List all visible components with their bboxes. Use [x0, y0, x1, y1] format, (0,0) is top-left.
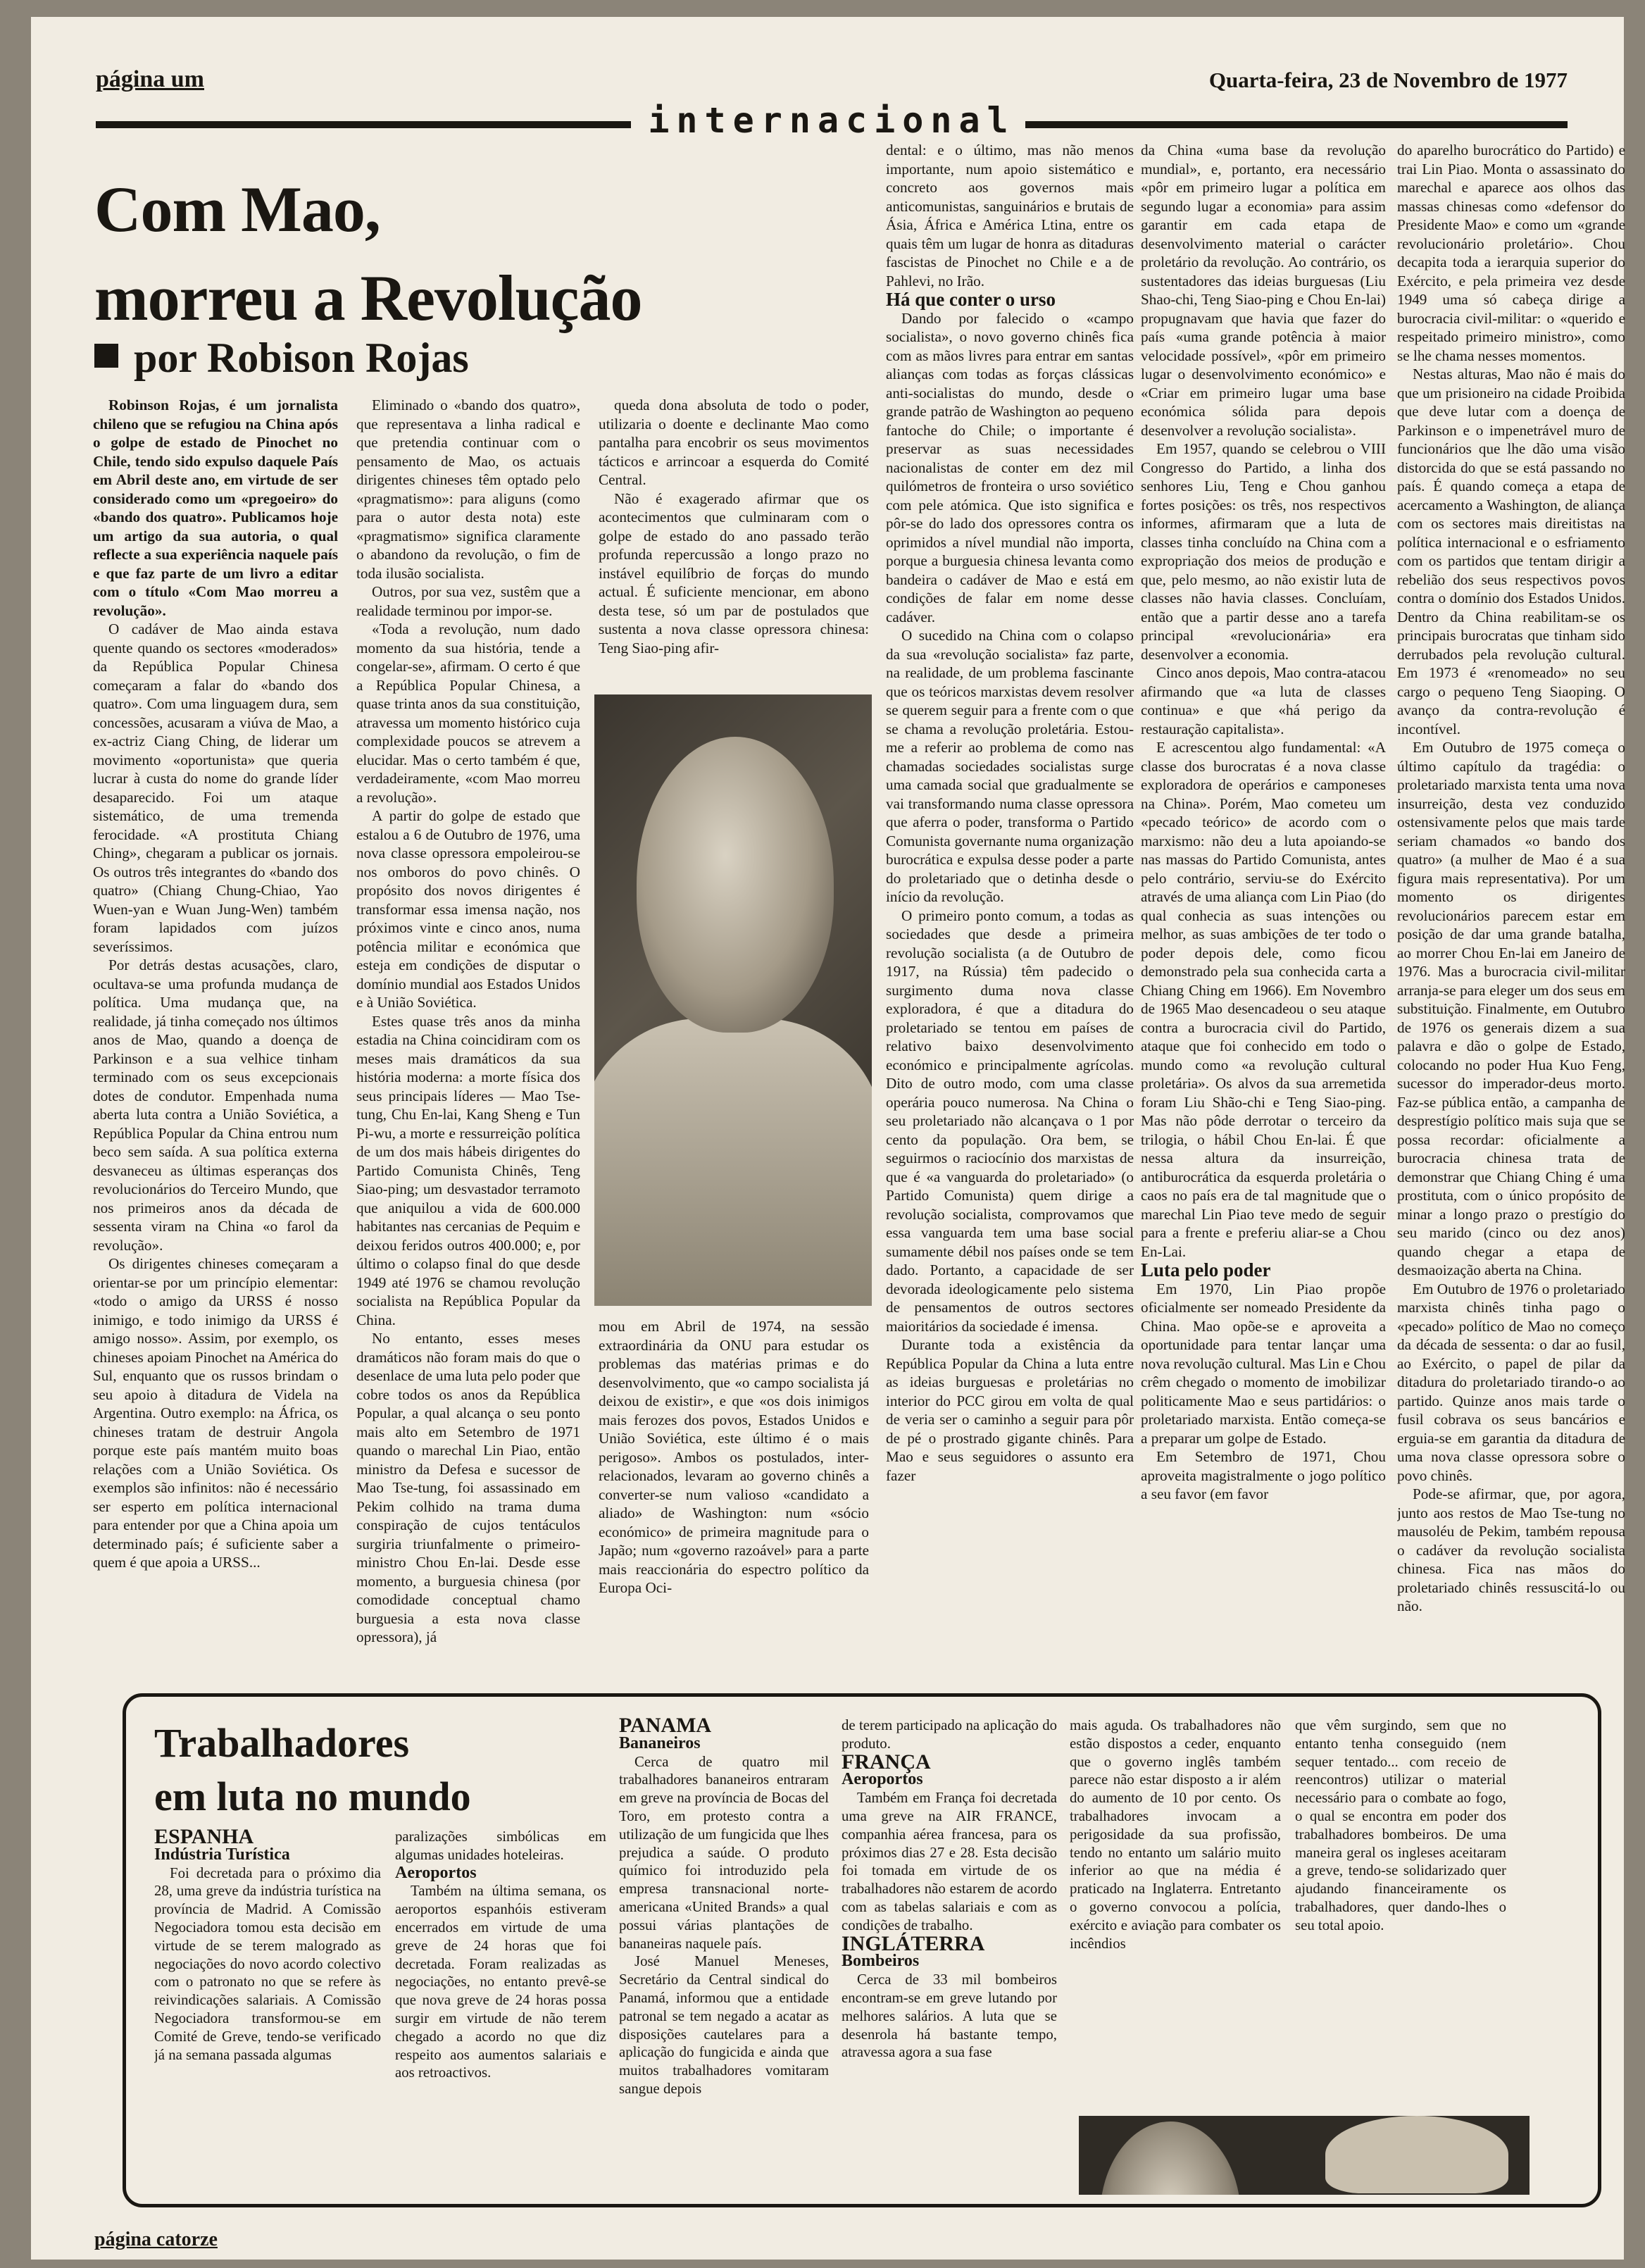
box-title — [154, 1716, 471, 1824]
box-title-line-2: em luta no mundo — [154, 1774, 471, 1819]
article-paragraph: Em Outubro de 1976 o proletariado marxista chinês tinha pago o «pecado» político de Mao no começo da década de sessenta: o dar ao fusil, ao Exército, o papel de pilar da ditadura do proletariado tirando-o ao partido. Quinze anos mais tarde o fusil cobrava os seus bancários e erguia-se em garantia da ditadura de uma nova classe opressora sobre o povo chinês. — [1397, 1280, 1625, 1484]
sector-heading: Aeroportos — [395, 1863, 477, 1882]
box-column-spain — [154, 1828, 381, 2194]
page-label: página um — [96, 66, 204, 92]
article-paragraph: mou em Abril de 1974, na sessão extraordinária da ONU para estudar os problemas das matérias primas e do desenvolvimento, que «o campo socialista já deixou de existir», e que «os dois inimigos mais ferozes dos povos, Estados Unidos e União Soviética, este último é o mais perigoso». Ambos os postulados, inter-relacionados, levaram ao governo chinês a converter-se num valioso «candidato a aliado» de Washington: num «sócio económico» de primeira magnitude para o Japão; num «governo razoável» para a parte mais reaccionária do espectro político da Europa Oci- — [599, 1318, 869, 1596]
article-paragraph: E acrescentou algo fundamental: «A classe dos burocratas é a nova classe exploradora de operários e camponeses na China». Porém, Mao cometeu um «pecado teórico» de acordo com o marxismo: não deu a luta apoiando-se nas massas do Partido Comunista, antes pelo contrário, serviu-se do Exército através de uma aliança com Lin Piao (do qual conhecia as suas intenções ou melhor, as suas ambições de ter todo o poder depois dele, como ficou demonstrado pela sua conhecida carta a Chiang Ching em 1966). Em Novembro de 1965 Mao desencadeou o seu ataque contra a burocracia civil do Partido, ataque que foi conhecido em todo o mundo como «a revolução cultural proletária». Os alvos da sua arremetida foram Liu Shão-chi e Teng Siao-ping. Mas não pôde derrotar o terceiro da trilogia, o hábil Chou En-lai. É que nessa altura da insurreição, antiburocrática da esquerda proletária o caos no país era de tal magnitude que o marechal Lin Piao teve medo de seguir para a frente e preferiu aliar-se a Chou En-Lai. — [1141, 739, 1386, 1260]
article-paragraph: O cadáver de Mao ainda estava quente quando os sectores «moderados» da República Popular Chinesa começaram a falar do «bando dos quatro». Com uma linguagem dura, sem concessões, acusaram a viúva de Mao, a ex-actriz Ciang Ching, de liderar um movimento «oportunista» que queria lucrar à custa do nome do grande líder desaparecido. Foi um ataque sistemático, de uma tremenda ferocidade. «A prostituta Chiang Ching», chegaram a publicar os jornais. Os outros três integrantes do «bando dos quatro» (Chiang Chung-Chiao, Yao Wuen-yan e Wuan Jung-Wen) também foram lapidados com juízos severíssimos. — [93, 621, 338, 955]
article-intro: Robinson Rojas, é um jornalista chileno que se refugiou na China após o golpe de estado de Pinochet no Chile, tendo sido expulso daquele País em Abril deste ano, em virtude de ser considerado como um «pregoeiro» do «bando dos quatro». Publicamos hoje um artigo da sua autoria, o qual reflecte a sua experiência naquele país e que faz parte de um livro a editar com o título «Com Mao morreu a revolução». — [93, 397, 338, 619]
photo-person-left — [1100, 2121, 1241, 2195]
headline-line-2: morreu a Revolução — [94, 262, 642, 334]
box-column-panama — [619, 1716, 829, 2195]
box-paragraph: Cerca de quatro mil trabalhadores bananeiros entraram em greve na província de Bocas del Toro, em protesto contra a utilização de um fungicida que lhes prejudica a saúde. O produto químico foi introduzido pela empresa transnacional norte-americana «United Brands» a qual possui várias plantações de bananeiras naquele país. — [619, 1753, 829, 1952]
box-column-england-end — [1295, 1716, 1506, 2111]
article-paragraph: Durante toda a existência da República Popular da China a luta entre as ideias burguesas e proletárias no interior do PCC girou em volta de qual de veria ser o caminho a seguir para pôr de pé o prostrado gigante chinês. Para Mao e seus seguidores o assunto era fazer — [886, 1336, 1134, 1484]
box-paragraph: mais aguda. Os trabalhadores não estão dispostos a ceder, enquanto que o governo inglês também parece não estar disposto a ir além do aumento de 10 por cento. Os trabalhadores invocam a perigosidade da sua profissão, tendo no entanto um salário muito inferior ao que na média é praticado na Inglaterra. Entretanto o governo convocou a polícia, exército e aviação para combater os incêndios — [1070, 1717, 1281, 1952]
article-paragraph: Outros, por sua vez, sustêm que a realidade terminou por impor-se. — [356, 583, 580, 619]
country-heading: ESPANHA — [154, 1828, 254, 1848]
article-column-1 — [93, 396, 338, 1672]
article-paragraph: A partir do golpe de estado que estalou a 6 de Outubro de 1976, uma nova classe opressora empoleirou-se nos omboros do povo chinês. O propósito dos novos dirigentes é transformar essa imensa nação, nos próximos vinte e cinco anos, numa potência militar e económica que esteja em condições de disputar o domínio mundial aos Estados Unidos e à União Soviética. — [356, 807, 580, 1011]
box-paragraph: Também em França foi decretada uma greve na AIR FRANCE, companhia aérea francesa, para os próximos dias 27 e 28. Esta decisão foi tomada em virtude de os trabalhadores não estarem de acordo com as tabelas salariais e com as condições de trabalho. — [842, 1790, 1057, 1933]
subhead: Luta pelo poder — [1141, 1259, 1271, 1281]
article-column-3-bottom — [599, 1317, 869, 1672]
sector-heading: Bombeiros — [842, 1952, 920, 1971]
article-paragraph: «Toda a revolução, num dado momento da sua história, tende a congelar-se», afirmam. O certo é que a República Popular Chinesa, a quase trinta anos da sua constituição, atravessa um momento histórico cuja complexidade poucos se atrevem a elucidar. Mas o certo também é que, verdadeiramente, «com Mao morreu a revolução». — [356, 621, 580, 806]
article-paragraph: Não é exagerado afirmar que os acontecimentos que culminaram com o golpe de estado do ano passado terão profunda repercussão a longo prazo no instável equilíbrio de forças do mundo actual. É suficiente mencionar, em abono desta tese, só um par de postulados que sustenta a nova classe opressora chinesa: Teng Siao-ping afir- — [599, 490, 869, 656]
article-paragraph: queda dona absoluta de todo o poder, utilizaria o doente e declinante Mao como pantalha para encobrir os seus movimentos tácticos e arrincoar a esquerda do Comité Central. — [599, 397, 869, 488]
article-paragraph: Cinco anos depois, Mao contra-atacou afirmando que «a luta de classes continua» e que «há perigo da restauração capitalista». — [1141, 664, 1386, 737]
article-paragraph: Pode-se afirmar, que, por agora, junto aos restos de Mao Tse-tung no mausoléu de Pekim, também repousa o cadáver da revolução socialista chinesa. Fica nas mãos do proletariado chinês ressuscitá-lo ou não. — [1397, 1485, 1625, 1614]
box-column-france — [842, 1716, 1057, 2195]
article-paragraph: Em 1957, quando se celebrou o VIII Congresso do Partido, a linha dos senhores Liu, Teng e Chou ganhou fortes posições: os três, nos respectivos informes, afirmaram que a luta de classes tinha concluído na China com a expropriação dos meios de produção e que, pelo mesmo, ao não existir luta de classes não havia classes. Concluíam, então que a partir desse ano a tarefa principal «revolucionária» era desenvolver a economia. — [1141, 440, 1386, 663]
article-column-3-top — [599, 396, 869, 678]
article-paragraph: O primeiro ponto comum, a todas as sociedades que desde a primeira revolução socialista (a de Outubro de 1917, na Rússia) têm padecido o surgimento duma nova classe exploradora, é que a ditadura do proletariado se tentou em países de relativo baixo desenvolvimento económico e principalmente agrícolas. Dito de outro modo, com uma classe operária pouco numerosa. Na China o seu proletariado não alcançava o 1 por cento da população. Ora bem, se seguirmos o raciocínio dos marxistas de que é «a vanguarda do proletariado» (o Partido Comunista) quem dirige a revolução socialista, comprovamos que essa vanguarda tem uma base social sumamente débil nos países onde se tem dado. Portanto, a capacidade de ser devorada ideologicamente pelo sistema de pensamentos de outros sectores maioritários da sociedade é imensa. — [886, 906, 1134, 1335]
article-paragraph: O sucedido na China com o colapso da sua «revolução socialista» faz parte, na realidade, de um problema fascinante que os teóricos marxistas devem resolver se querem seguir para a frente com o que se chama a revolução proletária. Estou-me a referir ao problema de como nas chamadas sociedades socialistas surge uma camada social que gradualmente se vai transformando numa classe opressora que aferra o poder, transforma o Partido Comunista governante numa organização burocrática e expulsa desse poder a parte do proletariado que o detinha desde o início da revolução. — [886, 627, 1134, 905]
mao-portrait-photo — [594, 694, 872, 1306]
article-paragraph: Em 1970, Lin Piao propõe oficialmente ser nomeado Presidente da China. Mao opõe-se e aproveita a oportunidade para tentar lançar uma nova revolução cultural. Mas Lin e Chou crêm chegado o momento de imobilizar politicamente Mao e seus partidários: o proletariado marxista. Então começa-se a preparar um golpe de Estado. — [1141, 1280, 1386, 1447]
subhead: Há que conter o urso — [886, 289, 1056, 310]
article-column-5 — [1141, 141, 1386, 1672]
country-heading: PANAMA — [619, 1716, 712, 1737]
article-paragraph: Em Outubro de 1975 começa o último capítulo da tragédia: o proletariado marxista tenta uma nova insurreição, desta vez conduzido ostensivamente pelos que mais tarde seriam chamados «o bando dos quatro» (a mulher de Mao é a sua figura mais representativa). Por um momento os dirigentes revolucionários parecem estar em posição de dar uma grande batalha, ao morrer Chou En-lai em Janeiro de 1976. Mas a burocracia civil-militar arranja-se para eleger um dos seus em substituição. Finalmente, em Outubro de 1976 os generais dizem a sua palavra e dão o golpe de Estado, colocando no poder Hua Kuo Feng, sucessor do imperador-deus morto. Faz-se pública então, a campanha de desprestígio político mais suja que se possa recordar: oficialmente a burocracia chinesa trata de demonstrar que Chiang Ching é uma prostituta, com o único propósito de minar a longo prazo o prestígio do seu marido (cinco ou dez anos) quando chegar a etapa de desmaoização aberta na China. — [1397, 739, 1625, 1278]
article-column-2 — [356, 396, 580, 1672]
firefighters-photo — [1079, 2116, 1530, 2195]
box-paragraph: Foi decretada para o próximo dia 28, uma greve da indústria turística na província de Madrid. A Comissão Negociadora tomou esta decisão em virtude de se terem malogrado as negociações do novo acordo colectivo com o patronato no que se refere às reivindicações salariais. A Comissão Negociadora transformou-se em Comité de Greve, tendo-se verificado já na semana passada algumas — [154, 1864, 381, 2063]
country-heading: FRANÇA — [842, 1750, 931, 1774]
photo-figure-face — [637, 737, 834, 1033]
newspaper-page — [31, 17, 1624, 2260]
box-column-spain-cont — [395, 1828, 606, 2194]
byline — [94, 334, 469, 382]
byline-text: por Robison Rojas — [134, 335, 469, 381]
box-paragraph: paralizações simbólicas em algumas unidades hoteleiras. — [395, 1828, 606, 1863]
article-paragraph: dental: e o último, mas não menos importante, num apoio sistemático e concreto aos governos mais anticomunistas, sanguinários e brutais de Ásia, África e América Ltina, entre os quais têm um lugar de honra as ditaduras fascistas de Pinochet no Chile e a de Pahlevi, no Irão. — [886, 142, 1134, 289]
photo-figure-body — [594, 1018, 872, 1306]
box-paragraph: José Manuel Meneses, Secretário da Central sindical do Panamá, informou que a entidade patronal se tem negado a acatar as disposições cautelares para a aplicação do fungicida e ainda que muitos trabalhadores vomitaram sangue depois — [619, 1953, 829, 2097]
article-paragraph: Por detrás destas acusações, claro, ocultava-se uma profunda mudança de política. Uma mudança que, na realidade, já tinha começado nos últimos anos de Mao, quando a doença de Parkinson e a sua velhice tinham terminado com os seus excepcionais dotes de condutor. Empenhada numa aberta luta contra a União Soviética, a República Popular da China entrou num beco sem saída. A sua política externa desvaneceu as últimas esperanças dos revolucionários do Terceiro Mundo, que nos primeiros anos da década de sessenta viram na China «o farol da revolução». — [93, 957, 338, 1254]
sector-heading: Bananeiros — [619, 1733, 701, 1752]
article-paragraph: No entanto, esses meses dramáticos não foram mais do que o desenlace de uma luta pelo poder que cobre todos os anos da República Popular, a qual alcança o seu ponto mais alto em Setembro de 1971 quando o marechal Lin Piao, então ministro da Defesa e sucessor de Mao Tse-tung, foi assassinado em Pekim colhido na trama duma conspiração de cujos tentáculos surgiria triunfalmente o primeiro-ministro Chou En-lai. Desde esse momento, a burguesia chinesa (por comodidade conceptual chamo burguesia a esta nova classe opressora), já — [356, 1330, 580, 1645]
header-rule-right — [1025, 121, 1568, 128]
article-headline — [94, 165, 799, 342]
photo-helmet — [1325, 2116, 1508, 2193]
article-paragraph: Nestas alturas, Mao não é mais do que um prisioneiro na cidade Proibida que deve lutar com a doença de Parkinson e o impenetrável muro de funcionários que lhe dão uma visão distorcida do que se está passando no país. É quando começa a etapa de acercamento a Washington, de aliança com os sectores mais direitistas na política internacional e o esfriamento com os partidos que tentam dirigir a rebelião dos seus respectivos povos contra o domínio dos Estados Unidos. Dentro da China reabilitam-se os principais burocratas que tinham sido derrubados pela revolução cultural. Em 1973 é «renomeado» no seu cargo o pequeno Teng Siaoping. O avanço da contra-revolução é incontível. — [1397, 366, 1625, 737]
sector-heading: Aeroportos — [842, 1770, 923, 1789]
sector-heading: Indústria Turística — [154, 1845, 290, 1864]
country-heading: INGLÁTERRA — [842, 1931, 985, 1955]
box-title-line-1: Trabalhadores — [154, 1720, 410, 1766]
square-bullet-icon — [94, 344, 118, 368]
page-header — [96, 52, 1568, 141]
article-paragraph: Estes quase três anos da minha estadia na China coincidiram com os meses mais dramáticos da sua história moderna: a morte física dos seus principais líderes — Mao Tse-tung, Chu En-lai, Kang Sheng e Tun Pi-wu, a morte e ressurreição política de um dos mais hábeis dirigentes do Partido Comunista Chinês, Teng Siao-ping; um desvastador terramoto que aniquilou a vida de 600.000 habitantes nas cercanias de Pequim e deixou feridos outros 400.000; e, por último o colapso final do que desde 1949 até 1976 se chamou revolução socialista na República Popular da China. — [356, 1012, 580, 1328]
issue-date: Quarta-feira, 23 de Novembro de 1977 — [1208, 68, 1568, 92]
article-column-4 — [886, 141, 1134, 1672]
article-paragraph: da China «uma base da revolução mundial», e, portanto, era necessário «pôr em primeiro lugar a política em segundo lugar a economia» para assim garantir em cada etapa de desenvolvimento material o carácter proletário da revolução. Ao contrário, os sustentadores das ideias burguesas (Liu Shao-chi, Teng Siao-ping e Chou En-lai) propugnavam que havia que fazer do país «uma grande potência à maior velocidade possível», «pôr em primeiro lugar o desenvolvimento económico» e «Criar em primeiro lugar uma base económica sólida para depois desenvolver a revolução socialista». — [1141, 142, 1386, 439]
box-paragraph: Também na última semana, os aeroportos espanhóis estiveram encerrados em virtude de uma greve de 24 horas que foi decretada. Foram realizadas as negociações, no entanto prevê-se que nova greve de 24 horas possa surgir em virtude de não terem chegado a acordo no que diz respeito aos aumentos salariais e aos retroactivos. — [395, 1883, 606, 2081]
box-paragraph: de terem participado na aplicação do produto. — [842, 1717, 1057, 1752]
headline-line-1: Com Mao, — [94, 173, 380, 245]
article-paragraph: Eliminado o «bando dos quatro», que representava a linha radical e que pretendia continuar com o pensamento de Mao, os actuais dirigentes chineses têm optado pelo «pragmatismo»: para aliguns (como para o autor desta nota) este «pragmatismo» significa claramente o abandono da revolução, o fim de toda ilusão socialista. — [356, 397, 580, 582]
article-paragraph: Os dirigentes chineses começaram a orientar-se por um princípio elementar: «todo o amigo da URSS é nosso inimigo, e todo inimigo da URSS é amigo nosso». Assim, por exemplo, os chineses apoiam Pinochet na América do Sul, enquanto que os russos brindam o seu apoio à ditadura de Videla na Argentina. Outro exemplo: na África, os chineses tratam de destruir Angola porque este país mantém muito boas relações com a União Soviética. Os exemplos são infinitos: não é necessário ser esperto em política internacional para entender por que a China apoia um determinado país; é suficiente saber a quem é que apoia a URSS... — [93, 1255, 338, 1571]
article-paragraph: Em Setembro de 1971, Chou aproveita magistralmente o jogo político a seu favor (em favor — [1141, 1448, 1386, 1502]
section-title: internacional — [648, 100, 1015, 141]
footer-page-label: página catorze — [94, 2229, 218, 2250]
box-column-england-cont — [1070, 1716, 1281, 2111]
box-paragraph: que vêm surgindo, sem que no entanto tenha conseguido (nem sequer tentado... com receio de reencontros) utilizar o material necessário para o combate ao fogo, o qual se encontra em poder dos trabalhadores bombeiros. De uma maneira geral os ingleses aceitaram a greve, tendo-se solidarizado quer ajudando financeiramente os trabalhadores, quer dando-lhes o seu total apoio. — [1295, 1717, 1506, 1933]
article-paragraph: Dando por falecido o «campo socialista», o novo governo chinês fica com as mãos livres para entrar em santas alianças com todas as forças clássicas anti-socialistas do mundo, desde o grande patrão de Washington ao pequeno fantoche do Chile; o importante é preservar as suas necessidades nacionalistas de conter em dez mil quilómetros de fronteira o urso soviético com pele atómica. Que isto significa e pôr-se do lado dos opressores contra os oprimidos a nível mundial não importa, porque a burguesia chinesa levanta como bandeira o cadáver de Mao e está em condições de falar em nome desse cadáver. — [886, 309, 1134, 625]
article-paragraph: do aparelho burocrático do Partido) e trai Lin Piao. Monta o assassinato do marechal e aparece aos olhos das massas chinesas como «defensor do Presidente Mao» e como um «grande revolucionário proletário». Chou decapita toda a ierarquia superior do Exército, e pela primeira vez desde 1949 uma só cabeça dirige a burocracia civil-militar: o «querido e respeitado primeiro ministro», como se lhe chama nesses momentos. — [1397, 142, 1625, 364]
box-paragraph: Cerca de 33 mil bombeiros encontram-se em greve lutando por melhores salários. A luta que se desenrola há bastante tempo, atravessa agora a sua fase — [842, 1971, 1057, 2061]
article-column-6 — [1397, 141, 1625, 1672]
